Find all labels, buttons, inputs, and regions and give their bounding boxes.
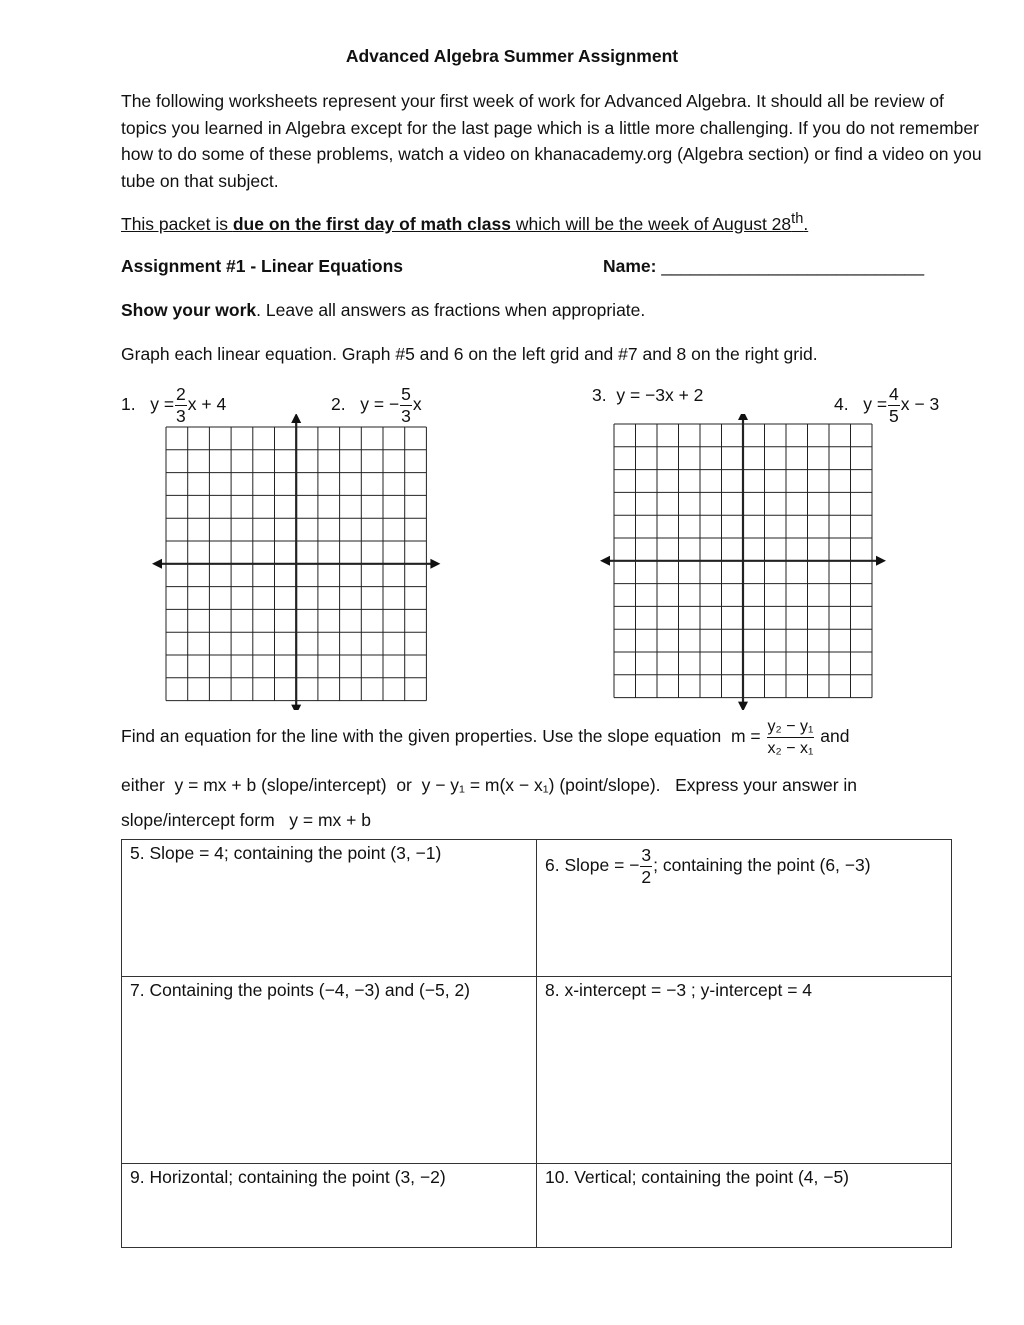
fraction-numerator: 2 [176, 384, 186, 404]
equation-pre: y = [150, 394, 175, 415]
arrow-up-icon [291, 414, 301, 423]
problem-7-cell[interactable] [122, 977, 537, 1164]
problem-5-cell[interactable] [122, 840, 537, 977]
problem-7-text: 7. Containing the points (−4, −3) and (−5, 2) [130, 980, 471, 1000]
table-row [122, 840, 952, 977]
arrow-left-icon [152, 559, 162, 569]
problem-5-text: 5. Slope = 4; containing the point (3, −1) [130, 843, 442, 863]
fraction-denominator: 3 [401, 406, 411, 426]
equation-post: x [412, 394, 422, 415]
arrow-left-icon [600, 556, 610, 566]
express-text: Express your answer in [675, 775, 858, 795]
problem-9-cell[interactable] [122, 1164, 537, 1248]
show-work-line [121, 300, 645, 321]
slope-intercept-label: slope/intercept form [121, 810, 275, 830]
arrow-down-icon [738, 702, 748, 710]
show-work-rest: . Leave all answers as fractions when appropriate. [256, 300, 646, 320]
forms-line [121, 775, 857, 796]
due-date-line [121, 211, 808, 235]
problem-10-cell[interactable] [537, 1164, 952, 1248]
problem-6-pre: 6. Slope = − [545, 855, 640, 876]
due-bold: due on the first day of math class [232, 213, 511, 234]
slope-intercept-equation: y = mx + b [289, 810, 371, 830]
slope-fraction [767, 716, 815, 759]
table-row [122, 977, 952, 1164]
fraction-denominator: 5 [889, 406, 899, 426]
problem-number: 4. [834, 394, 849, 415]
arrow-right-icon [876, 556, 886, 566]
equation-post: x − 3 [900, 394, 940, 415]
problem-10-text: 10. Vertical; containing the point (4, −5) [545, 1167, 850, 1187]
name-blank: ___________________________ [656, 256, 925, 276]
either-text: either [121, 775, 165, 795]
intro-paragraph: The following worksheets represent your first week of work for Advanced Algebra. It should all be review of topics you learned in Algebra except for the last page which is a little more challenging. If you do not remember how to do some of these problems, watch a video on khanacademy.org (Algebra section) or find a video on you tube on that subject. [121, 91, 982, 191]
fraction [640, 845, 652, 888]
equation-pre: y = [863, 394, 888, 415]
problem-9-text: 9. Horizontal; containing the point (3, −2) [130, 1167, 446, 1187]
arrow-up-icon [738, 414, 748, 420]
coordinate-grid-left[interactable] [150, 414, 450, 710]
coordinate-grid-right[interactable] [590, 414, 890, 710]
name-field[interactable] [603, 256, 924, 277]
graph-instruction: Graph each linear equation. Graph #5 and 6 on the left grid and #7 and 8 on the right grid. [121, 344, 818, 364]
equation-post: x + 4 [187, 394, 227, 415]
arrow-right-icon [430, 559, 440, 569]
intercept-form: y = mx + b [174, 775, 257, 795]
problem-number: 1. [121, 394, 136, 415]
or-text: or [396, 775, 412, 795]
find-text: Find an equation for the line with the given properties. Use the slope equation [121, 726, 722, 747]
problem-6-cell[interactable] [537, 840, 952, 977]
problem-number: 2. [331, 394, 346, 415]
and-text: and [820, 726, 850, 747]
name-label: Name: [603, 256, 657, 276]
problems-table [121, 839, 952, 1248]
due-sup: th [791, 211, 804, 227]
problem-6-post: ; containing the point (6, −3) [653, 855, 871, 876]
due-prefix: This packet is [121, 213, 233, 234]
problem-8-text: 8. x-intercept = −3 ; y-intercept = 4 [545, 980, 813, 1000]
problem-8-cell[interactable] [537, 977, 952, 1164]
slope-denominator: x₂ − x₁ [767, 740, 814, 757]
table-row [122, 1164, 952, 1248]
slope-m: m = [730, 726, 761, 747]
find-instruction [121, 716, 849, 759]
due-suffix: which will be the week of August 28 [510, 213, 792, 234]
fraction-denominator: 3 [176, 406, 186, 426]
slope-numerator: y₂ − y₁ [767, 716, 815, 738]
equation-pre: y = − [360, 394, 400, 415]
show-work-bold: Show your work [121, 300, 257, 320]
intercept-label: (slope/intercept) [261, 775, 387, 795]
fraction-numerator: 3 [641, 845, 652, 865]
equation-pre: y = −3x + 2 [616, 384, 704, 405]
fraction-numerator: 5 [401, 384, 411, 404]
problem-number: 3. [592, 384, 607, 405]
point-form: y − y₁ = m(x − x₁) [421, 775, 555, 795]
slope-intercept-line [121, 810, 371, 831]
due-end: . [803, 213, 809, 234]
point-label: (point/slope). [559, 775, 661, 795]
graph-problem-3 [592, 384, 703, 406]
fraction-denominator: 2 [641, 867, 652, 887]
fraction-numerator: 4 [889, 384, 899, 404]
assignment-heading: Assignment #1 - Linear Equations [121, 256, 403, 276]
arrow-down-icon [291, 705, 301, 710]
page-title: Advanced Algebra Summer Assignment [345, 46, 679, 66]
